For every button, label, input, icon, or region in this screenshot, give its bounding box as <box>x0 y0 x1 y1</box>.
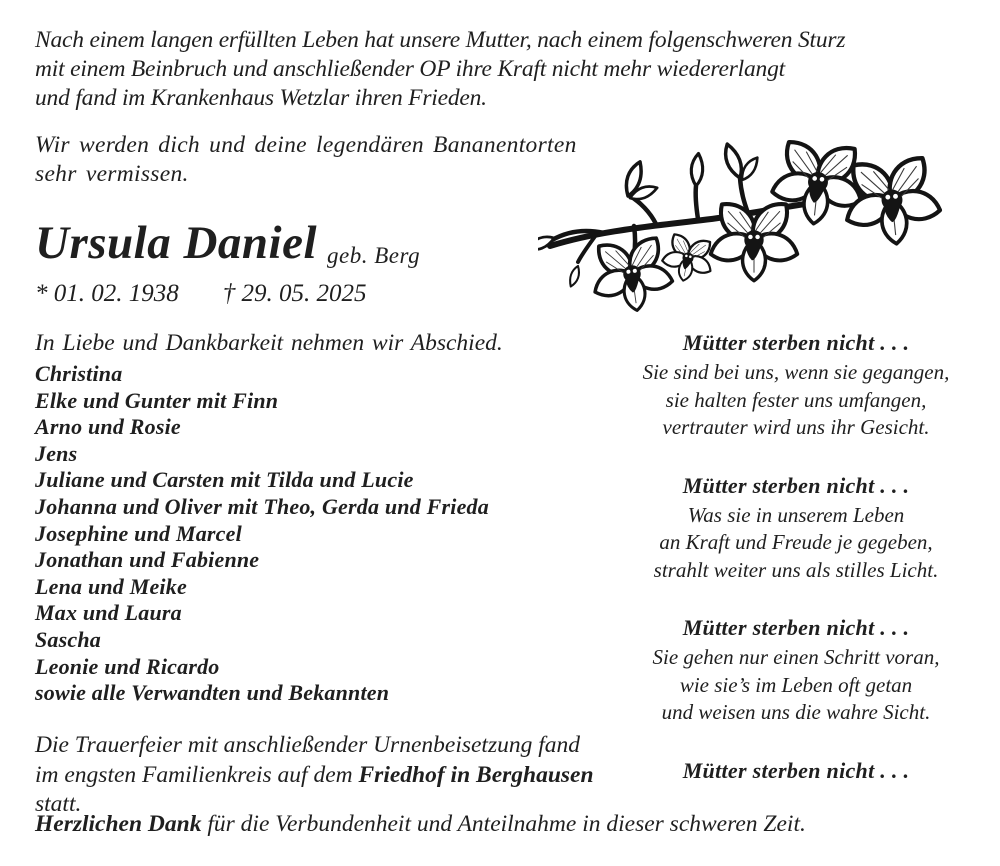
mourner: Lena und Meike <box>35 573 187 599</box>
mourner: Elke und Gunter mit Finn <box>35 387 279 413</box>
maiden-name: geb. Berg <box>327 243 421 268</box>
missing-line-1: Wir werden dich und deine legendären Bananentorten <box>35 132 577 158</box>
funeral-location: Friedhof in Berghausen <box>358 761 594 788</box>
poem-line: wie sie’s im Leben oft getan <box>679 672 913 697</box>
poem-column <box>620 330 972 784</box>
poem-stanza-2 <box>620 473 972 585</box>
death-date: † 29. 05. 2025 <box>222 280 367 307</box>
mourner: Jonathan und Fabienne <box>35 547 260 573</box>
intro-line-1: Nach einem langen erfüllten Leben hat unsere Mutter, nach einem folgenschweren Sturz <box>35 27 846 53</box>
mourner: Arno und Rosie <box>35 414 181 440</box>
mourner: Max und Laura <box>35 600 182 626</box>
mourner: Christina <box>35 361 123 386</box>
stanza-lines <box>620 359 972 442</box>
mourner: Josephine und Marcel <box>35 520 242 546</box>
orchid-branch-svg <box>538 116 962 322</box>
funeral-line-2-post: statt. <box>35 791 82 817</box>
poem-stanza-1 <box>620 330 972 442</box>
thanks-rest: für die Verbundenheit und Anteilnahme in dieser schweren Zeit. <box>201 811 806 837</box>
thanks-bold: Herzlichen Dank <box>35 811 202 837</box>
orchid-branch-illustration <box>538 116 962 322</box>
poem-line: strahlt weiter uns als stilles Licht. <box>653 557 939 582</box>
poem-refrain: Mütter sterben nicht . . . <box>682 472 910 498</box>
deceased-name: Ursula Daniel <box>35 217 318 269</box>
stanza-lines <box>620 502 972 585</box>
funeral-line-1: Die Trauerfeier mit anschließender Urnenbeisetzung fand <box>35 732 580 758</box>
poem-line: an Kraft und Freude je gegeben, <box>659 530 933 554</box>
mourner: Leonie und Ricardo <box>35 653 220 679</box>
poem-refrain: Mütter sterben nicht . . . <box>682 615 910 640</box>
poem-stanza-3 <box>620 615 972 727</box>
poem-line: Was sie in unserem Leben <box>687 502 905 527</box>
life-dates <box>35 280 367 308</box>
mourner: Johanna und Oliver mit Theo, Gerda und Frieda <box>35 493 489 519</box>
stanza-lines <box>620 644 972 727</box>
poem-line: Sie sind bei uns, wenn sie gegangen, <box>642 360 950 384</box>
birth-date: * 01. 02. 1938 <box>35 280 179 307</box>
poem-line: vertrauter wird uns ihr Gesicht. <box>662 415 930 439</box>
poem-refrain: Mütter sterben nicht . . . <box>682 330 910 355</box>
poem-line: sie halten fester uns umfangen, <box>665 387 927 412</box>
funeral-line-2-pre: im engsten Familienkreis auf dem <box>35 761 359 788</box>
mourner: Jens <box>35 440 78 466</box>
name-row <box>35 216 420 270</box>
thanks-paragraph <box>35 811 935 838</box>
intro-line-3: und fand im Krankenhaus Wetzlar ihren Frieden. <box>35 85 487 111</box>
missing-line-2: sehr vermissen. <box>35 161 189 187</box>
mourners-list <box>35 361 595 707</box>
funeral-paragraph <box>35 731 635 820</box>
farewell-line: In Liebe und Dankbarkeit nehmen wir Abschied. <box>35 330 503 356</box>
mourner: sowie alle Verwandten und Bekannten <box>35 680 390 706</box>
mourner: Juliane und Carsten mit Tilda und Lucie <box>35 467 414 493</box>
poem-line: Sie gehen nur einen Schritt voran, <box>652 645 940 669</box>
intro-paragraph <box>35 26 905 113</box>
mourner: Sascha <box>35 626 101 652</box>
missing-paragraph <box>35 131 595 189</box>
intro-line-2: mit einem Beinbruch und anschließender OP ihre Kraft nicht mehr wiedererlangt <box>35 56 785 82</box>
poem-refrain-final: Mütter sterben nicht . . . <box>682 757 910 783</box>
poem-line: und weisen uns die wahre Sicht. <box>661 700 931 724</box>
